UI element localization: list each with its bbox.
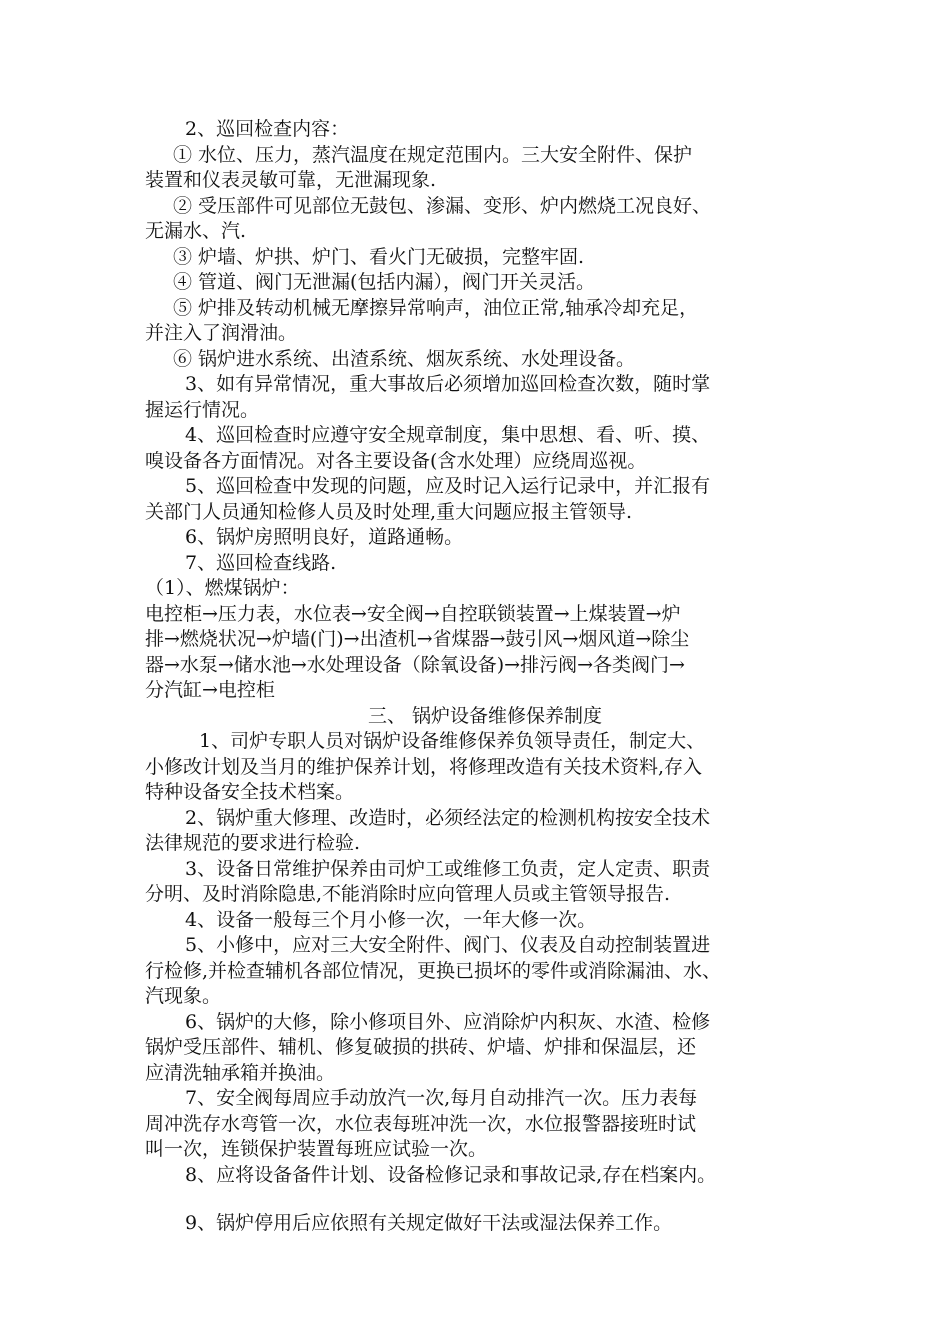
paragraph-line: 分明、及时消除隐患,不能消除时应向管理人员或主管领导报告. [145, 883, 671, 905]
paragraph-line: 并注入了润滑油。 [145, 322, 298, 344]
paragraph-line: ⑤ 炉排及转动机械无摩擦异常响声，油位正常,轴承冷却充足， [173, 296, 699, 319]
paragraph-line: 4、设备一般每三个月小修一次，一年大修一次。 [185, 908, 597, 931]
document-body [145, 117, 825, 1237]
paragraph-line: 特种设备安全技术档案。 [145, 781, 355, 803]
paragraph-line: ① 水位、压力，蒸汽温度在规定范围内。三大安全附件、保护 [173, 143, 693, 166]
paragraph-line: 装置和仪表灵敏可靠，无泄漏现象. [145, 169, 437, 191]
paragraph-line: 5、小修中，应对三大安全附件、阀门、仪表及自动控制装置进 [185, 934, 711, 956]
paragraph-line: ⑥ 锅炉进水系统、出渣系统、烟灰系统、水处理设备。 [173, 347, 636, 370]
route-line: 器→水泵→储水池→水处理设备（除氧设备)→排污阀→各类阀门→ [145, 653, 685, 676]
paragraph-line: 握运行情况。 [145, 398, 260, 421]
paragraph-line: ④ 管道、阀门无泄漏(包括内漏），阀门开关灵活。 [173, 271, 595, 293]
blank-line [145, 1188, 825, 1211]
paragraph-line: ③ 炉墙、炉拱、炉门、看火门无破损，完整牢固. [173, 245, 585, 268]
paragraph-line: 叫一次，连锁保护装置每班应试验一次。 [145, 1138, 488, 1160]
paragraph-line: 2、巡回检查内容： [185, 118, 350, 140]
paragraph-line: 无漏水、汽. [145, 220, 247, 242]
paragraph-line: 周冲洗存水弯管一次，水位表每班冲洗一次，水位报警器接班时试 [145, 1112, 697, 1135]
route-line: 分汽缸→电控柜 [145, 679, 275, 701]
route-line: 电控柜→压力表，水位表→安全阀→自控联锁装置→上煤装置→炉 [145, 602, 681, 625]
paragraph-line: 9、锅炉停用后应依照有关规定做好干法或湿法保养工作。 [185, 1212, 673, 1234]
section-heading: 三、 锅炉设备维修保养制度 [367, 704, 603, 727]
paragraph-line: 行检修,并检查辅机各部位情况，更换已损坏的零件或消除漏油、水、 [145, 959, 722, 982]
paragraph-line: ② 受压部件可见部位无鼓包、渗漏、变形、炉内燃烧工况良好、 [173, 194, 712, 217]
paragraph-line: 2、锅炉重大修理、改造时，必须经法定的检测机构按安全技术 [185, 806, 711, 829]
paragraph-line: 小修改计划及当月的维护保养计划，将修理改造有关技术资料,存入 [145, 755, 703, 778]
paragraph-line: 1、司炉专职人员对锅炉设备维修保养负领导责任，制定大、 [199, 730, 706, 752]
paragraph-line: 汽现象。 [145, 985, 222, 1007]
paragraph-line: 6、锅炉的大修，除小修项目外、应消除炉内积灰、水渣、检修 [185, 1010, 711, 1033]
paragraph-line: 嗅设备各方面情况。对各主要设备(含水处理）应绕周巡视。 [145, 449, 647, 472]
paragraph-line: 7、巡回检查线路. [185, 551, 337, 574]
paragraph-line: （1）、燃煤锅炉： [145, 577, 300, 599]
paragraph-line: 3、设备日常维护保养由司炉工或维修工负责，定人定责、职责 [185, 857, 711, 880]
paragraph-line: 法律规范的要求进行检验. [145, 832, 361, 854]
route-line: 排→燃烧状况→炉墙(门)→出渣机→省煤器→鼓引风→烟风道→除尘 [145, 628, 690, 650]
paragraph-line: 7、安全阀每周应手动放汽一次,每月自动排汽一次。压力表每 [185, 1087, 698, 1109]
paragraph-line: 关部门人员通知检修人员及时处理,重大问题应报主管领导. [145, 500, 633, 523]
paragraph-line: 4、巡回检查时应遵守安全规章制度，集中思想、看、听、摸、 [185, 424, 711, 446]
paragraph-line: 8、应将设备备件计划、设备检修记录和事故记录,存在档案内。 [185, 1163, 717, 1186]
paragraph-line: 5、巡回检查中发现的问题，应及时记入运行记录中，并汇报有 [185, 475, 711, 497]
paragraph-line: 6、锅炉房照明良好，道路通畅。 [185, 526, 464, 548]
paragraph-line: 锅炉受压部件、辅机、修复破损的拱砖、炉墙、炉排和保温层，还 [145, 1036, 697, 1058]
paragraph-line: 3、如有异常情况，重大事故后必须增加巡回检查次数，随时掌 [185, 373, 711, 395]
paragraph-line: 应清洗轴承箱并换油。 [145, 1061, 336, 1084]
